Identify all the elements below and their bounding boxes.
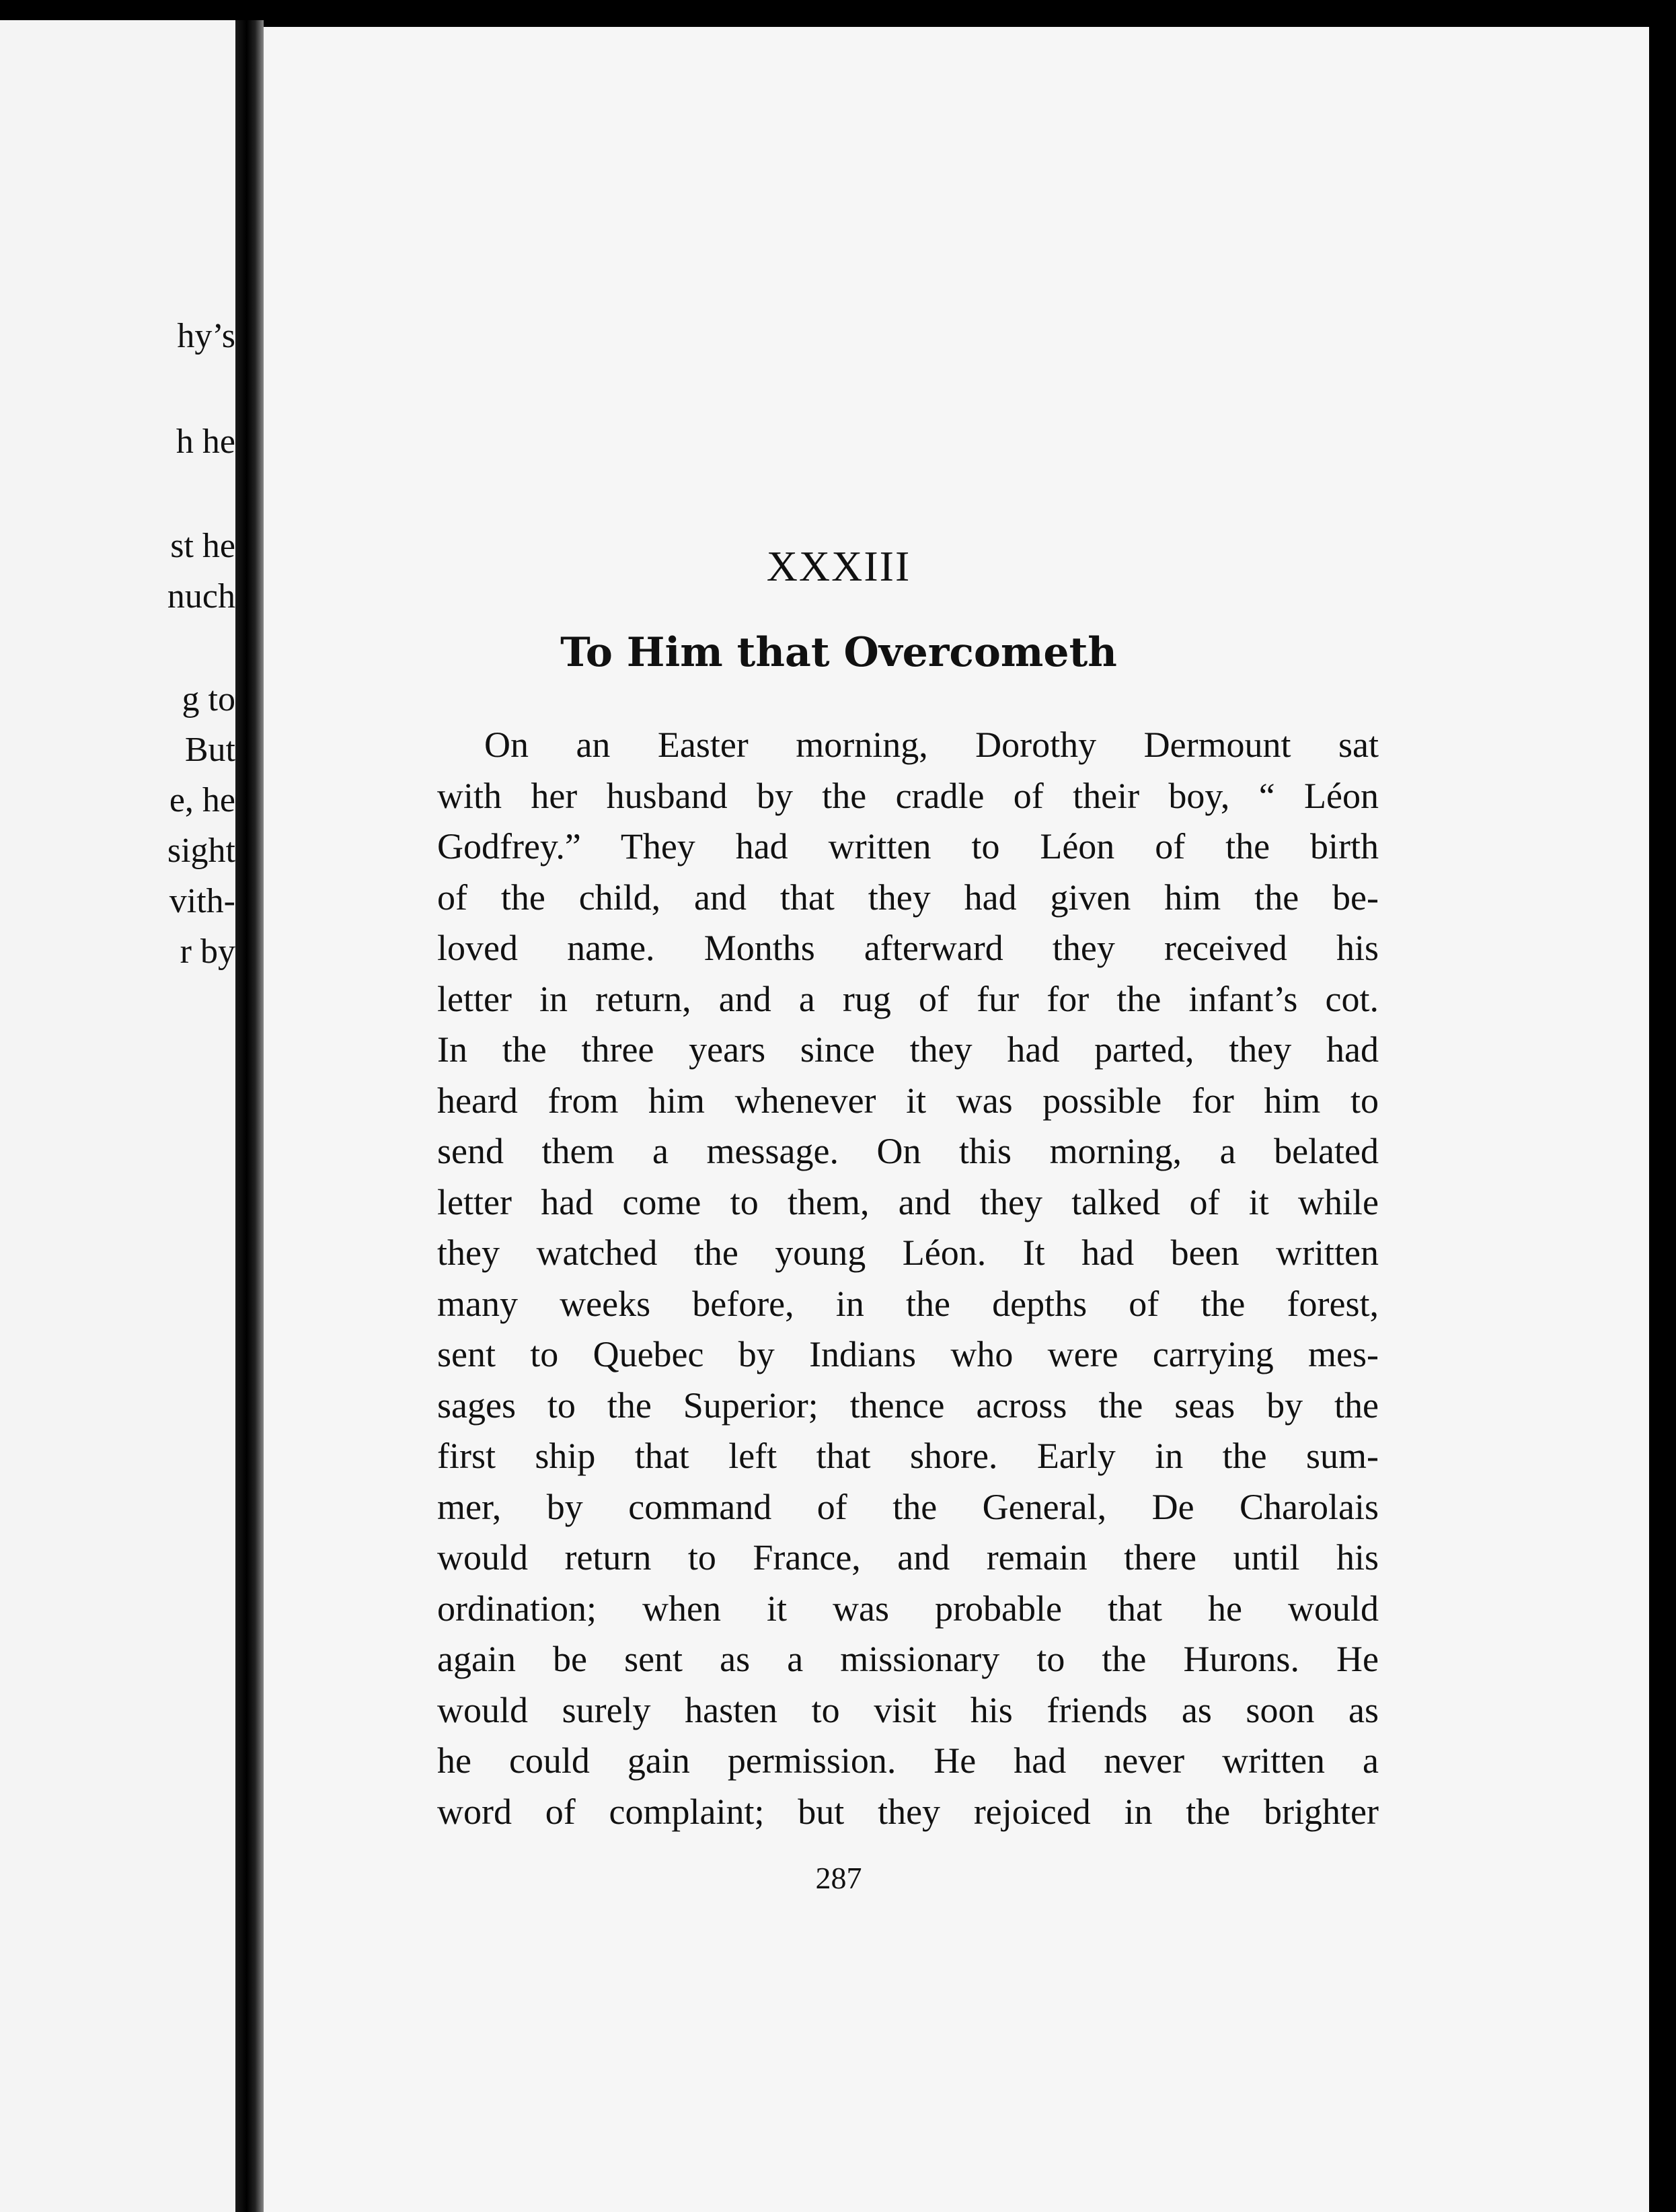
left-facing-page	[0, 20, 235, 2212]
scan-right-edge	[1649, 0, 1676, 2212]
body-line: with her husband by the cradle of their boy, “ Léon	[437, 775, 1379, 816]
left-page-line: st he	[170, 527, 235, 565]
left-page-line: h he	[176, 422, 235, 461]
body-line: again be sent as a missionary to the Hurons. He	[437, 1639, 1379, 1679]
body-line: sent to Quebec by Indians who were carrying mes-	[437, 1334, 1379, 1374]
body-line: heard from him whenever it was possible for him to	[437, 1080, 1379, 1121]
page-number: 287	[815, 1861, 862, 1895]
body-line: letter had come to them, and they talked of it while	[437, 1181, 1379, 1222]
body-line: loved name. Months afterward they received his	[437, 928, 1379, 968]
body-line: On an Easter morning, Dorothy Dermount sat	[484, 725, 1379, 765]
left-page-line: sight	[167, 832, 235, 870]
body-line: word of complaint; but they rejoiced in the brighter	[437, 1791, 1379, 1832]
body-line: would surely hasten to visit his friends as soon as	[437, 1689, 1379, 1730]
body-line: of the child, and that they had given him the be-	[437, 877, 1379, 918]
body-line: many weeks before, in the depths of the forest,	[437, 1283, 1379, 1324]
left-page-line: g to	[182, 680, 235, 718]
body-line: In the three years since they had parted, they had	[437, 1029, 1379, 1070]
left-page-line: hy’s	[177, 317, 235, 355]
chapter-body	[437, 720, 1379, 1837]
left-page-line: r by	[180, 932, 235, 971]
right-page	[264, 27, 1649, 2212]
left-page-line: nuch	[167, 577, 235, 616]
body-line: Godfrey.” They had written to Léon of the birth	[437, 826, 1379, 867]
body-line: first ship that left that shore. Early in the sum-	[437, 1436, 1379, 1476]
left-page-line: But	[184, 731, 235, 769]
body-line: would return to France, and remain there until his	[437, 1537, 1379, 1578]
body-line: he could gain permission. He had never written a	[437, 1740, 1379, 1781]
body-line: send them a message. On this morning, a belated	[437, 1131, 1379, 1171]
book-gutter	[235, 20, 264, 2212]
body-line: sages to the Superior; thence across the seas by the	[437, 1385, 1379, 1426]
left-page-line: vith-	[169, 882, 235, 920]
chapter-number: XXXIII	[766, 542, 911, 590]
left-page-line: e, he	[169, 781, 235, 819]
body-line: ordination; when it was probable that he would	[437, 1588, 1379, 1629]
body-line: mer, by command of the General, De Charolais	[437, 1486, 1379, 1527]
body-line: letter in return, and a rug of fur for the infant’s cot.	[437, 978, 1379, 1019]
body-line: they watched the young Léon. It had been written	[437, 1232, 1379, 1273]
chapter-title: To Him that Overcometh	[560, 629, 1117, 676]
